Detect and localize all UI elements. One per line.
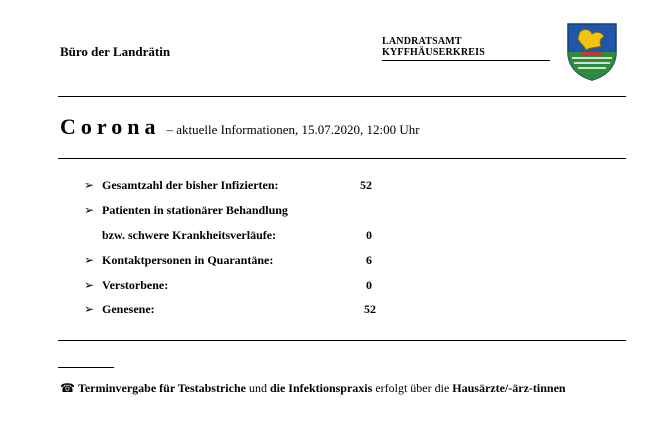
coat-of-arms-icon	[566, 22, 618, 82]
appointment-note	[60, 374, 640, 402]
headline	[60, 114, 420, 140]
arrow-bullet-icon: ➢	[84, 253, 95, 267]
stat-label: Kontaktpersonen in Quarantäne:	[102, 253, 274, 267]
arrow-bullet-icon: ➢	[84, 203, 95, 217]
note-part-5: Hausärzte/-ärz-tinnen	[452, 381, 566, 395]
stat-label-continued: bzw. schwere Krankheitsverläufe:	[102, 228, 277, 242]
arrow-bullet-icon: ➢	[84, 178, 95, 192]
note-part-2: und	[245, 381, 270, 395]
stat-value: 0	[366, 278, 372, 292]
header-rule	[58, 96, 626, 97]
telephone-icon: ☎	[60, 381, 75, 395]
stat-value: 52	[360, 178, 372, 192]
headline-rule	[58, 158, 626, 159]
note-part-4: erfolgt über die	[372, 381, 453, 395]
stat-label: Genesene:	[102, 302, 155, 316]
stats-rule	[58, 340, 626, 341]
stat-value: 6	[366, 253, 372, 267]
authority-underline	[382, 60, 550, 61]
footnote-rule	[58, 367, 114, 368]
headline-title: Corona	[60, 114, 161, 139]
arrow-bullet-icon: ➢	[84, 302, 95, 316]
stat-label: Verstorbene:	[102, 278, 169, 292]
stat-label: Patienten in stationärer Behandlung	[102, 203, 288, 217]
stat-label: Gesamtzahl der bisher Infizierten:	[102, 178, 279, 192]
note-part-1: Terminvergabe für Testabstriche	[77, 381, 246, 395]
stat-value: 0	[366, 228, 372, 242]
note-part-3: die Infektionspraxis	[269, 381, 373, 395]
arrow-bullet-icon: ➢	[84, 278, 95, 292]
authority-name	[382, 36, 485, 58]
stat-value: 52	[364, 302, 376, 316]
authority-line-2: KYFFHÄUSERKREIS	[382, 47, 486, 58]
authority-line-1: LANDRATSAMT	[382, 36, 462, 47]
headline-subtitle: – aktuelle Informationen, 15.07.2020, 12:00 Uhr	[166, 122, 420, 137]
office-name: Büro der Landrätin	[60, 44, 171, 59]
